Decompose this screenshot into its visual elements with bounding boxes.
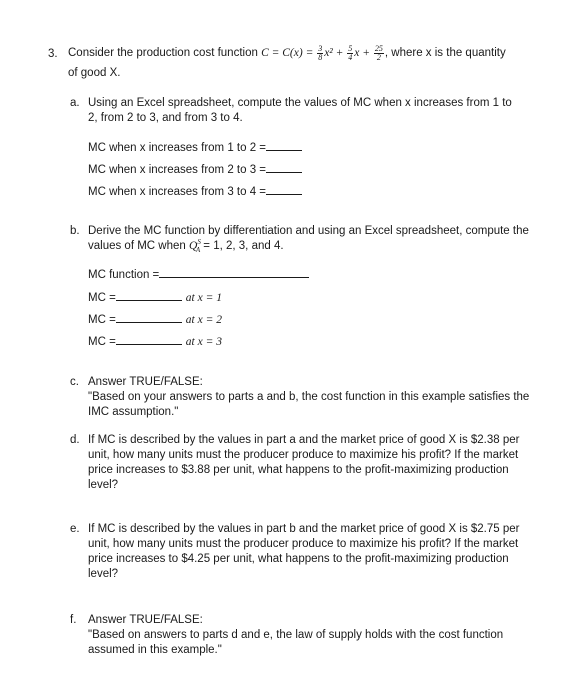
mc-label: MC =	[88, 336, 116, 348]
item-label: MC when x increases from 1 to 2 =	[88, 142, 267, 154]
part-d-line2: unit, how many units must the producer produce to maximize his profit? If the market	[88, 449, 519, 461]
part-a-item-3	[88, 185, 302, 200]
mc-label: MC =	[88, 292, 116, 304]
fraction-3-8	[317, 45, 323, 62]
question-line2: of good X.	[68, 67, 121, 79]
part-e-label: e.	[70, 523, 80, 535]
part-f-label: f.	[70, 614, 77, 626]
part-a-item-2	[88, 163, 302, 178]
item-label: MC when x increases from 2 to 3 =	[88, 164, 267, 176]
mc-function-row	[88, 268, 309, 283]
part-f-line1: Answer TRUE/FALSE:	[88, 614, 203, 626]
part-a-item-1	[88, 141, 302, 156]
part-a-text: Using an Excel spreadsheet, compute the values of MC when x increases from 1 to 2, from 2 to 3, and from 3 to 4.	[88, 97, 512, 124]
mc-row-3	[88, 335, 222, 350]
at-x-label: at x = 1	[185, 292, 222, 304]
part-c-line3: IMC assumption."	[88, 406, 179, 418]
part-a-label: a.	[70, 97, 80, 109]
at-x-label: at x = 2	[185, 314, 222, 326]
part-f-line3: assumed in this example."	[88, 644, 222, 656]
part-e-line3: price increases to $4.25 per unit, what happens to the profit-maximizing production	[88, 553, 509, 565]
part-e-line2: unit, how many units must the producer produce to maximize his profit? If the market	[88, 538, 519, 550]
answer-blank[interactable]	[116, 313, 182, 323]
fraction-num: 25	[374, 44, 383, 53]
question-tail: , where x is the quantity	[384, 47, 506, 60]
part-d-line1: If MC is described by the values in part a and the market price of good X is $2.38 per	[88, 434, 520, 446]
cost-equation	[261, 45, 385, 62]
q-symbol: Q	[189, 240, 198, 252]
answer-blank[interactable]	[266, 141, 302, 151]
question-number: 3.	[48, 48, 58, 60]
equation-term: x² +	[324, 47, 344, 60]
equation-lhs: C = C(x) =	[261, 47, 314, 60]
part-b-label: b.	[70, 225, 80, 237]
item-label: MC when x increases from 3 to 4 =	[88, 186, 267, 198]
answer-blank[interactable]	[266, 185, 302, 195]
part-d-line4: level?	[88, 479, 119, 491]
part-c-line1: Answer TRUE/FALSE:	[88, 376, 203, 388]
part-c-label: c.	[70, 376, 79, 388]
fraction-den: 4	[348, 53, 353, 62]
mc-row-2	[88, 313, 222, 328]
text-pre: values of MC when	[88, 240, 186, 252]
mc-label: MC =	[88, 314, 116, 326]
equation-term: x +	[354, 47, 371, 60]
fraction-num: 5	[348, 44, 353, 53]
part-e-line4: level?	[88, 568, 119, 580]
answer-blank[interactable]	[116, 291, 182, 301]
part-d-label: d.	[70, 434, 80, 446]
answer-blank[interactable]	[159, 268, 309, 278]
part-b-text-line1: Derive the MC function by differentiation and using an Excel spreadsheet, compute the	[88, 225, 529, 237]
at-x-label: at x = 3	[185, 336, 222, 348]
fraction-25-2	[374, 45, 384, 62]
fraction-5-4	[347, 45, 353, 62]
part-f-line2: "Based on answers to parts d and e, the law of supply holds with the cost function	[88, 629, 504, 641]
fraction-den: 8	[318, 53, 323, 62]
q-subscript: A	[195, 246, 201, 255]
q-superscript: S	[197, 238, 201, 247]
question-lead: Consider the production cost function	[68, 47, 258, 60]
mc-function-label: MC function =	[88, 269, 160, 281]
part-b-text-line2	[88, 239, 284, 254]
answer-blank[interactable]	[266, 163, 302, 173]
part-d-line3: price increases to $3.88 per unit, what happens to the profit-maximizing production	[88, 464, 509, 476]
fraction-den: 2	[376, 53, 381, 62]
text-post: = 1, 2, 3, and 4.	[203, 240, 284, 252]
part-c-line2: "Based on your answers to parts a and b, the cost function in this example satisfies the	[88, 391, 530, 403]
part-e-line1: If MC is described by the values in part b and the market price of good X is $2.75 per	[88, 523, 520, 535]
quantity-symbol	[189, 239, 200, 254]
answer-blank[interactable]	[116, 335, 182, 345]
fraction-num: 3	[318, 44, 323, 53]
mc-row-1	[88, 291, 222, 306]
question-stem	[68, 45, 506, 62]
